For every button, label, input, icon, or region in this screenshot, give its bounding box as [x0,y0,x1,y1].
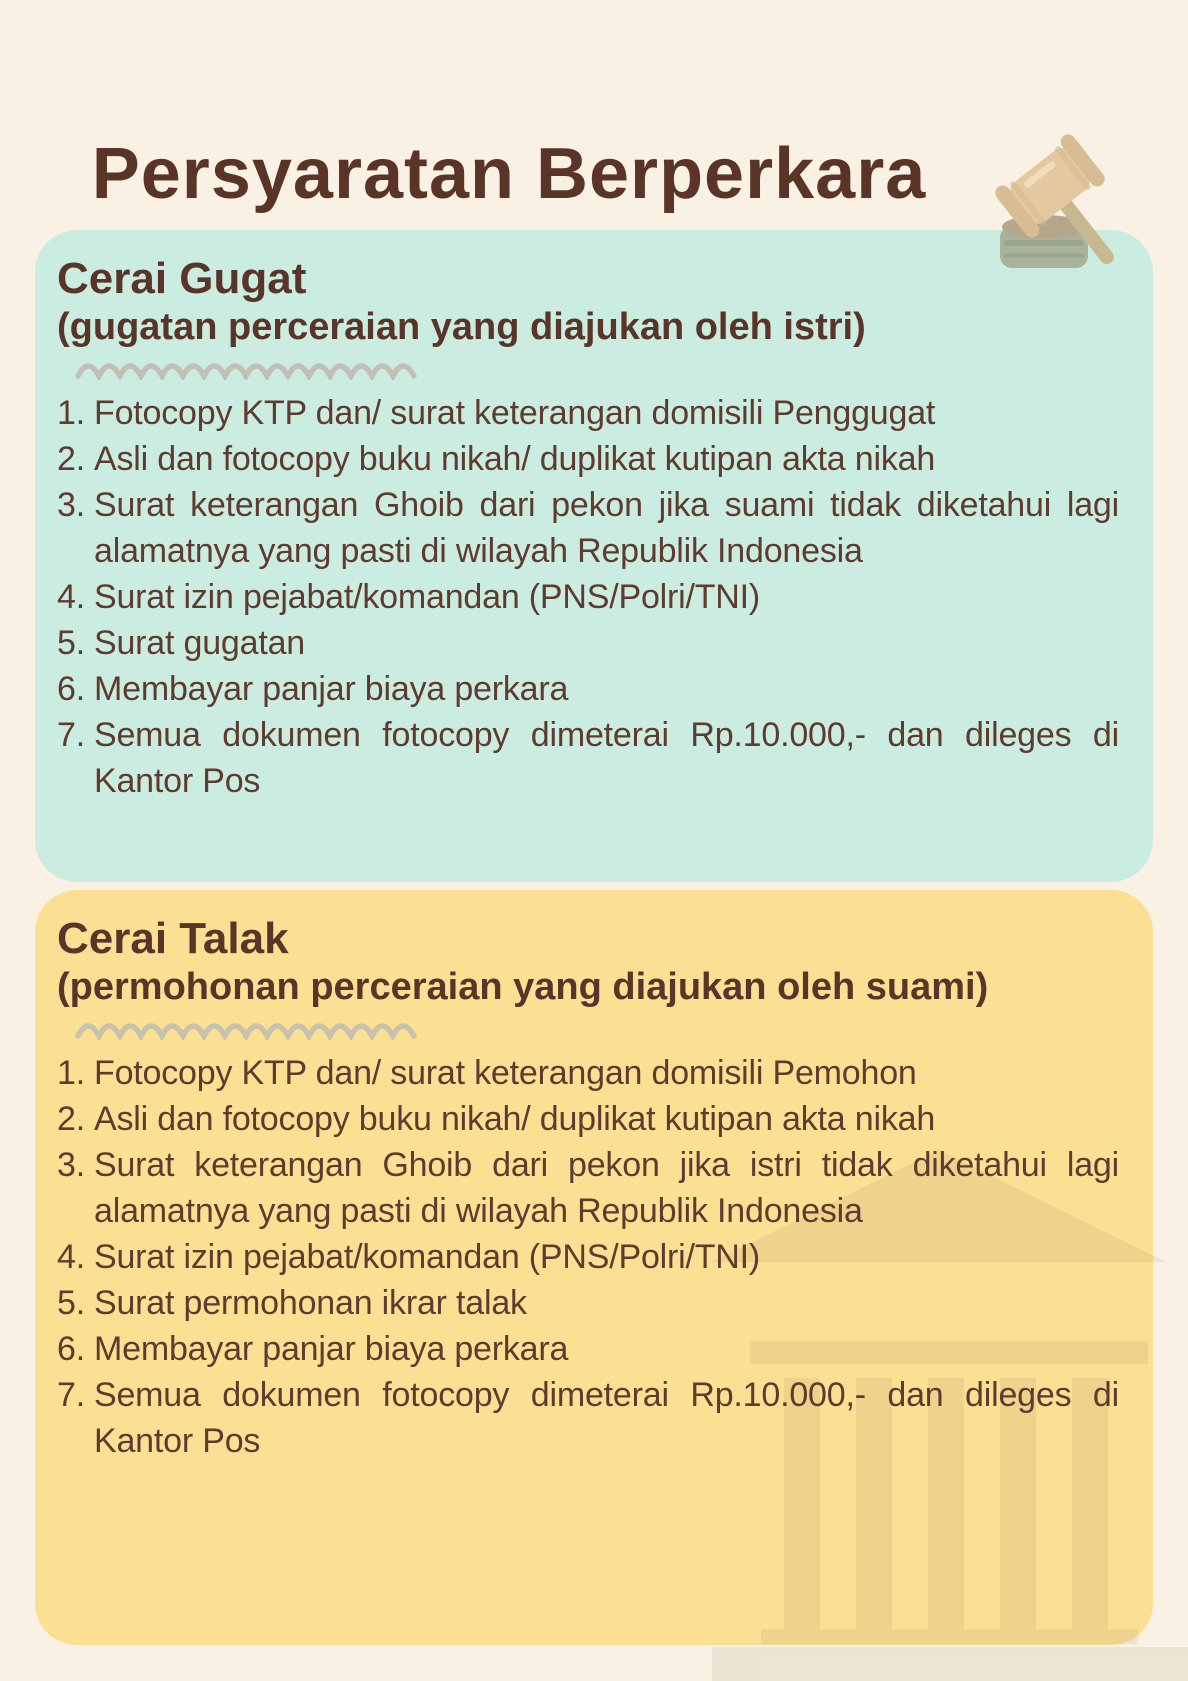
list-item [57,712,1119,804]
cerai-gugat-card [35,230,1153,882]
list-item [57,666,1119,712]
requirements-list-cerai-talak [57,1050,1119,1464]
list-item [57,1326,1119,1372]
gavel-icon-svg [988,126,1163,301]
item-text: Membayar panjar biaya perkara [94,1330,569,1368]
item-number: 1. [57,394,85,432]
item-number: 3. [57,486,85,524]
page-title: Persyaratan Berperkara [91,134,927,214]
section-subheading: (gugatan perceraian yang diajukan oleh istri) [57,306,866,348]
list-item [57,390,1119,436]
squiggle-underline-icon [75,1014,420,1040]
list-item [57,1096,1119,1142]
item-number: 6. [57,1330,85,1368]
item-number: 2. [57,440,85,478]
item-number: 4. [57,1238,85,1276]
squiggle-underline-icon [75,354,420,380]
item-text: Surat izin pejabat/komandan (PNS/Polri/TNI) [94,1238,761,1276]
list-item [57,1050,1119,1096]
gavel-icon [988,126,1163,301]
item-text: Surat keterangan Ghoib dari pekon jika istri tidak diketahui lagi alamatnya yang pasti di wilayah Republik Indonesia [94,1146,1119,1230]
item-text: Semua dokumen fotocopy dimeterai Rp.10.000,- dan dileges di Kantor Pos [94,716,1119,800]
section-heading: Cerai Gugat [57,254,307,303]
list-item [57,1142,1119,1234]
item-text: Fotocopy KTP dan/ surat keterangan domisili Penggugat [94,394,936,432]
gavel-head [992,131,1149,293]
list-item [57,574,1119,620]
list-item [57,1372,1119,1464]
item-text: Surat izin pejabat/komandan (PNS/Polri/TNI) [94,578,761,616]
list-item [57,1280,1119,1326]
item-number: 4. [57,578,85,616]
item-text: Surat keterangan Ghoib dari pekon jika suami tidak diketahui lagi alamatnya yang pasti di wilayah Republik Indonesia [94,486,1119,570]
item-text: Asli dan fotocopy buku nikah/ duplikat kutipan akta nikah [94,440,936,478]
courthouse-step [712,1647,1188,1681]
item-text: Fotocopy KTP dan/ surat keterangan domisili Pemohon [94,1054,917,1092]
list-item [57,1234,1119,1280]
item-text: Semua dokumen fotocopy dimeterai Rp.10.000,- dan dileges di Kantor Pos [94,1376,1119,1460]
item-text: Surat permohonan ikrar talak [94,1284,527,1322]
item-number: 7. [57,716,85,754]
item-text: Membayar panjar biaya perkara [94,670,569,708]
section-subheading: (permohonan perceraian yang diajukan oleh suami) [57,966,989,1008]
list-item [57,620,1119,666]
item-number: 7. [57,1376,85,1414]
item-number: 5. [57,624,85,662]
section-heading: Cerai Talak [57,914,289,963]
list-item [57,482,1119,574]
item-number: 5. [57,1284,85,1322]
cerai-talak-card [35,890,1153,1645]
item-number: 6. [57,670,85,708]
item-number: 2. [57,1100,85,1138]
requirements-list-cerai-gugat [57,390,1119,804]
item-number: 3. [57,1146,85,1184]
item-number: 1. [57,1054,85,1092]
item-text: Asli dan fotocopy buku nikah/ duplikat kutipan akta nikah [94,1100,936,1138]
item-text: Surat gugatan [94,624,306,662]
list-item [57,436,1119,482]
